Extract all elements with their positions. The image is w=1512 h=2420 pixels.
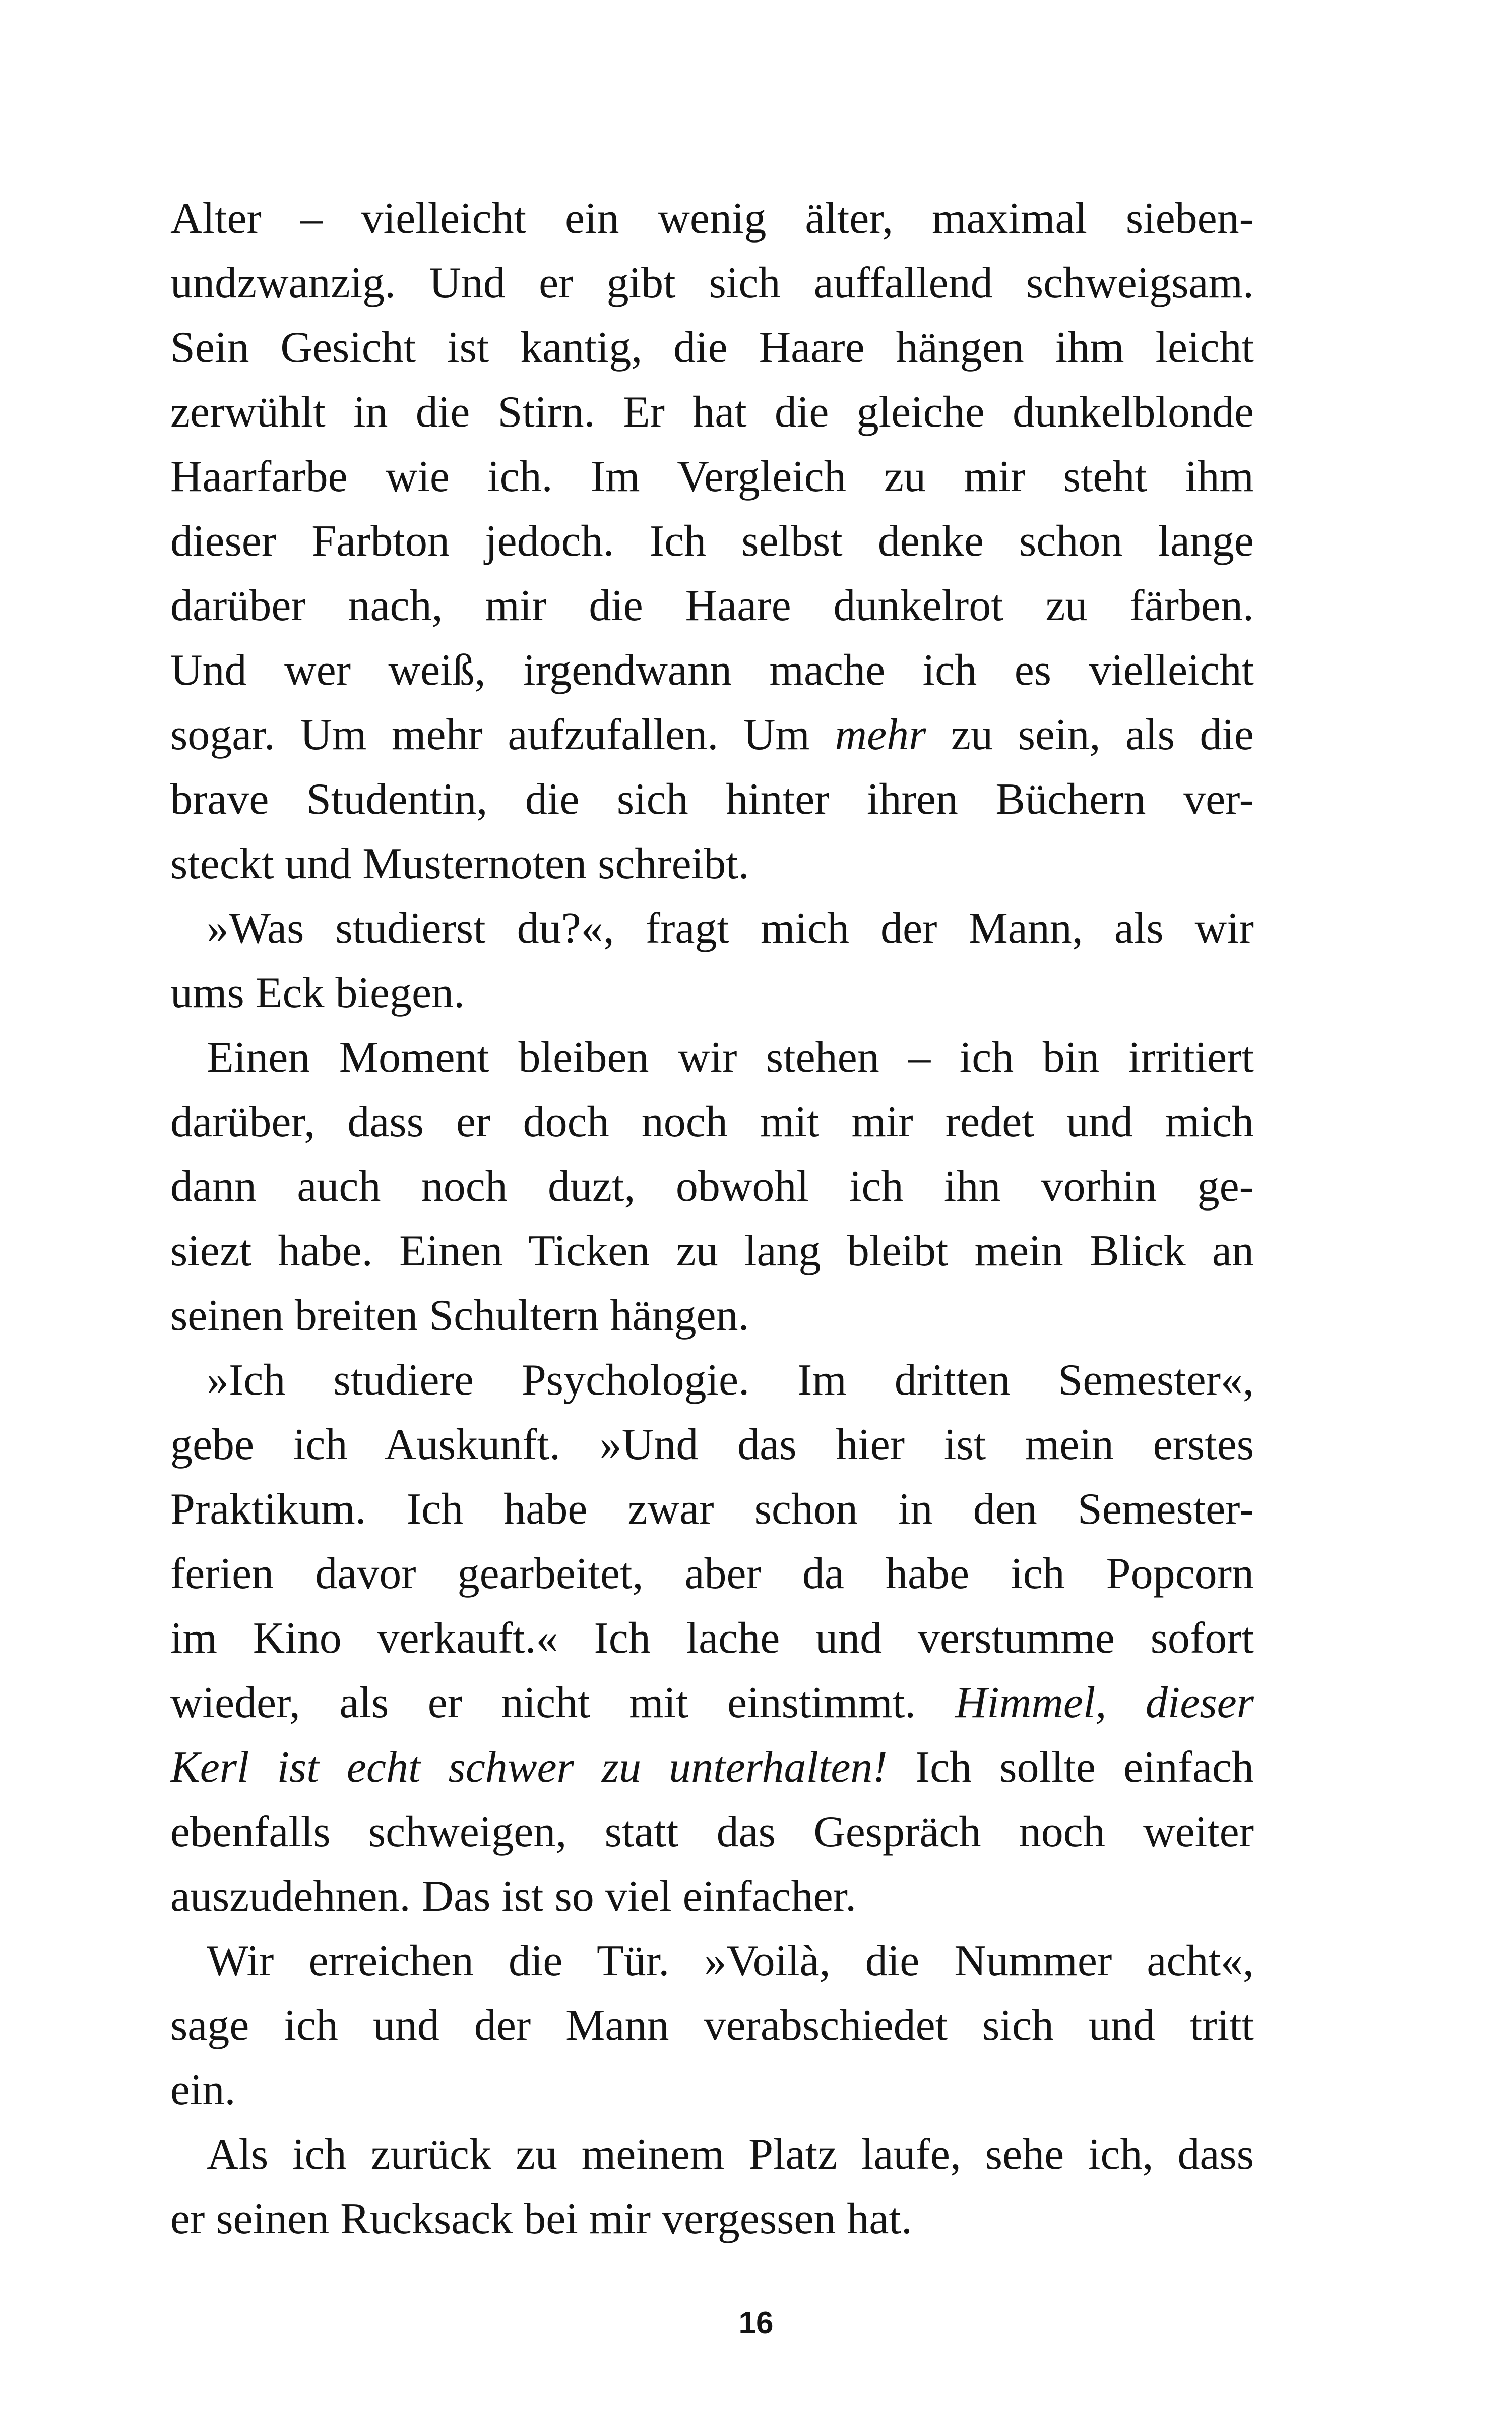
- text-line: undzwanzig. Und er gibt sich auffallend schweigsam.: [170, 259, 1254, 308]
- emphasis-text: mehr: [835, 710, 926, 759]
- paragraph-first-line: Wir erreichen die Tür. »Voilà, die Nummer acht«,: [207, 1937, 1254, 1985]
- text-line: brave Studentin, die sich hinter ihren Büchern ver-: [170, 775, 1254, 824]
- text-line: siezt habe. Einen Ticken zu lang bleibt mein Blick an: [170, 1227, 1254, 1276]
- paragraph-first-line: »Was studierst du?«, fragt mich der Mann, als wir: [207, 904, 1254, 953]
- text-line: wieder, als er nicht mit einstimmt. Himmel, dieser: [170, 1678, 1254, 1727]
- text-line: ferien davor gearbeitet, aber da habe ich Popcorn: [170, 1549, 1254, 1598]
- paragraph-first-line: Als ich zurück zu meinem Platz laufe, sehe ich, dass: [207, 2130, 1254, 2179]
- text-line: dann auch noch duzt, obwohl ich ihn vorhin ge-: [170, 1162, 1254, 1211]
- text-line: zerwühlt in die Stirn. Er hat die gleiche dunkelblonde: [170, 388, 1254, 437]
- text-line: Sein Gesicht ist kantig, die Haare hängen ihm leicht: [170, 323, 1254, 372]
- text-line: Alter – vielleicht ein wenig älter, maximal sieben-: [170, 194, 1254, 243]
- text-line: sogar. Um mehr aufzufallen. Um mehr zu sein, als die: [170, 710, 1254, 759]
- paragraph-first-line: »Ich studiere Psychologie. Im dritten Semester«,: [207, 1356, 1254, 1405]
- paragraph-last-line: steckt und Musternoten schreibt.: [170, 839, 749, 888]
- text-line: Kerl ist echt schwer zu unterhalten! Ich sollte einfach: [170, 1743, 1254, 1792]
- text-line: ebenfalls schweigen, statt das Gespräch noch weiter: [170, 1807, 1254, 1856]
- page-number: 16: [738, 2306, 774, 2340]
- text-line: Haarfarbe wie ich. Im Vergleich zu mir steht ihm: [170, 452, 1254, 501]
- text-line: sage ich und der Mann verabschiedet sich und tritt: [170, 2001, 1254, 2050]
- text-line: darüber, dass er doch noch mit mir redet und mich: [170, 1098, 1254, 1146]
- text-line: im Kino verkauft.« Ich lache und verstumme sofort: [170, 1614, 1254, 1663]
- paragraph-last-line: ein.: [170, 2066, 236, 2114]
- emphasis-text: Himmel, dieser: [955, 1678, 1254, 1727]
- text-line: gebe ich Auskunft. »Und das hier ist mein erstes: [170, 1420, 1254, 1469]
- emphasis-text: Kerl ist echt schwer zu unterhalten!: [170, 1743, 888, 1792]
- text-line: Praktikum. Ich habe zwar schon in den Semester-: [170, 1485, 1254, 1534]
- paragraph-first-line: Einen Moment bleiben wir stehen – ich bin irritiert: [207, 1033, 1254, 1082]
- paragraph-last-line: auszudehnen. Das ist so viel einfacher.: [170, 1872, 857, 1921]
- text-line: dieser Farbton jedoch. Ich selbst denke schon lange: [170, 517, 1254, 566]
- text-line: darüber nach, mir die Haare dunkelrot zu färben.: [170, 581, 1254, 630]
- text-line: Und wer weiß, irgendwann mache ich es vielleicht: [170, 646, 1254, 695]
- paragraph-last-line: ums Eck biegen.: [170, 969, 465, 1017]
- paragraph-last-line: seinen breiten Schultern hängen.: [170, 1291, 749, 1340]
- paragraph-last-line: er seinen Rucksack bei mir vergessen hat.: [170, 2195, 912, 2244]
